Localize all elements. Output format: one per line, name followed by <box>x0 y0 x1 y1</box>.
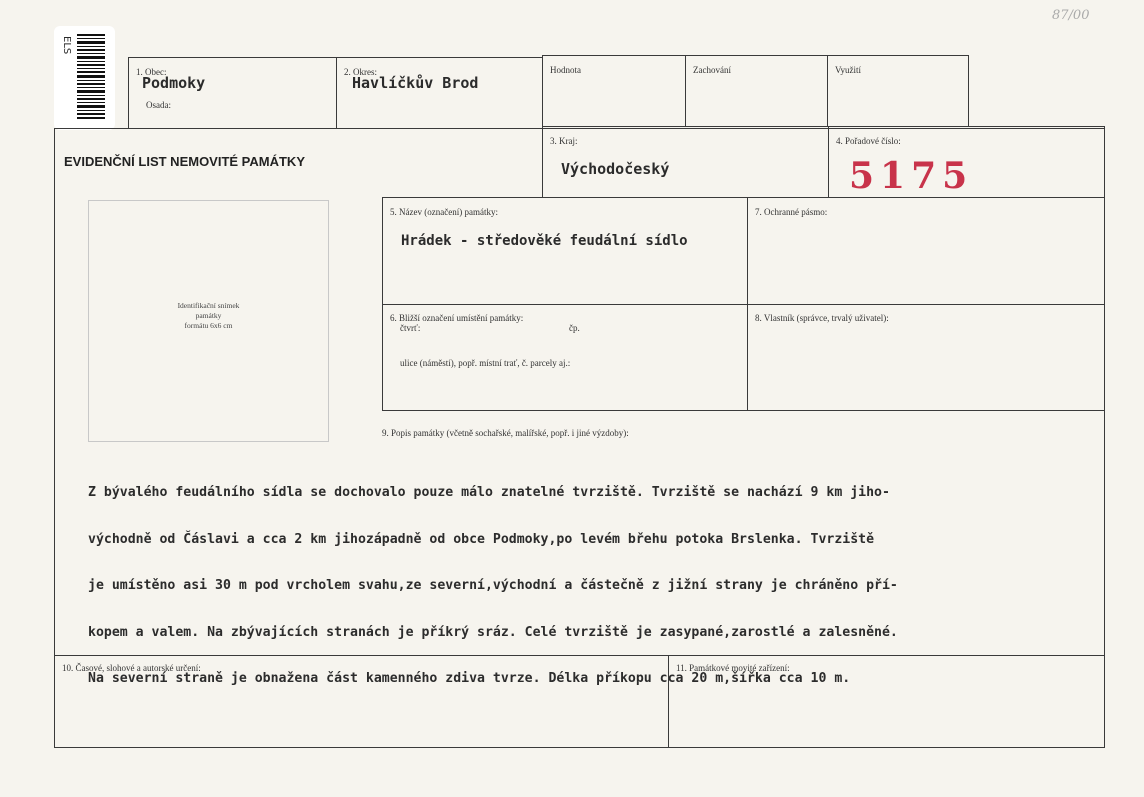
umisteni-box <box>382 304 748 411</box>
movite-label: 11. Památkové movité zařízení: <box>676 663 790 673</box>
hodnota-box <box>542 55 686 127</box>
description-line: Na severní straně je obnažena část kamenného zdiva tvrze. Délka příkopu cca 20 m,šířka cca 10 m. <box>88 671 851 686</box>
nazev-value: Hrádek - středověké feudální sídlo <box>401 233 688 249</box>
nazev-box <box>382 197 748 305</box>
photo-caption <box>89 301 328 331</box>
ulice-label: ulice (náměstí), popř. místní trať, č. parcely aj.: <box>400 358 571 368</box>
okres-value: Havlíčkův Brod <box>352 74 479 92</box>
form-title: EVIDENČNÍ LIST NEMOVITÉ PAMÁTKY <box>64 154 305 169</box>
description-line: východně od Čáslavi a cca 2 km jihozápadně od obce Podmoky,po levém břehu potoka Brslenka. Tvrziště <box>88 531 875 547</box>
description-line: je umístěno asi 30 m pod vrcholem svahu,ze severní,východní a částečně z jižní strany je chráněno pří- <box>88 578 898 593</box>
ochranne-box <box>747 197 1105 305</box>
cp-label: čp. <box>569 323 580 333</box>
poradove-value: 5175 <box>849 155 974 197</box>
ochranne-label: 7. Ochranné pásmo: <box>755 207 828 217</box>
barcode-sticker <box>54 26 115 130</box>
corner-note: 87/00 <box>1052 8 1090 23</box>
umisteni-label: 6. Bližší označení umístění památky: <box>390 313 524 323</box>
kraj-value: Východočeský <box>561 160 670 178</box>
vyuziti-label: Využití <box>835 65 861 75</box>
barcode-label: ELS <box>61 36 72 55</box>
poradove-label: 4. Pořadové číslo: <box>836 136 901 146</box>
zachovani-label: Zachování <box>693 65 731 75</box>
casove-box <box>54 655 669 748</box>
casove-label: 10. Časové, slohové a autorské určení: <box>62 663 201 673</box>
description-line: Z bývalého feudálního sídla se dochovalo pouze málo znatelné tvrziště. Tvrziště se nachází 9 km jiho- <box>88 485 890 500</box>
photo-caption-line2: památky <box>195 311 222 320</box>
popis-label: 9. Popis památky (včetně sochařské, malířské, popř. i jiné výzdoby): <box>382 428 629 438</box>
photo-caption-line1: Identifikační snímek <box>177 301 240 310</box>
barcode-icon <box>77 34 107 120</box>
poradove-box <box>828 126 1105 198</box>
osada-label: Osada: <box>146 100 171 110</box>
photo-caption-line3: formátu 6x6 cm <box>184 321 233 330</box>
vyuziti-box <box>827 55 969 127</box>
ctvrt-label: čtvrť: <box>400 323 421 333</box>
kraj-label: 3. Kraj: <box>550 136 578 146</box>
obec-box <box>128 57 337 129</box>
kraj-box <box>542 126 829 198</box>
photo-placeholder <box>88 200 329 442</box>
zachovani-box <box>685 55 828 127</box>
movite-box <box>668 655 1105 748</box>
vlastnik-box <box>747 304 1105 411</box>
okres-box <box>336 57 543 129</box>
obec-label: 1. Obec: <box>136 67 167 77</box>
hodnota-label: Hodnota <box>550 65 581 75</box>
obec-value: Podmoky <box>142 74 206 92</box>
nazev-label: 5. Název (označení) památky: <box>390 207 498 217</box>
description-line: kopem a valem. Na zbývajících stranách je příkrý sráz. Celé tvrziště je zasypané,zarostlé a zalesněné. <box>88 624 898 640</box>
okres-label: 2. Okres: <box>344 67 377 77</box>
vlastnik-label: 8. Vlastník (správce, trvalý uživatel): <box>755 313 889 323</box>
